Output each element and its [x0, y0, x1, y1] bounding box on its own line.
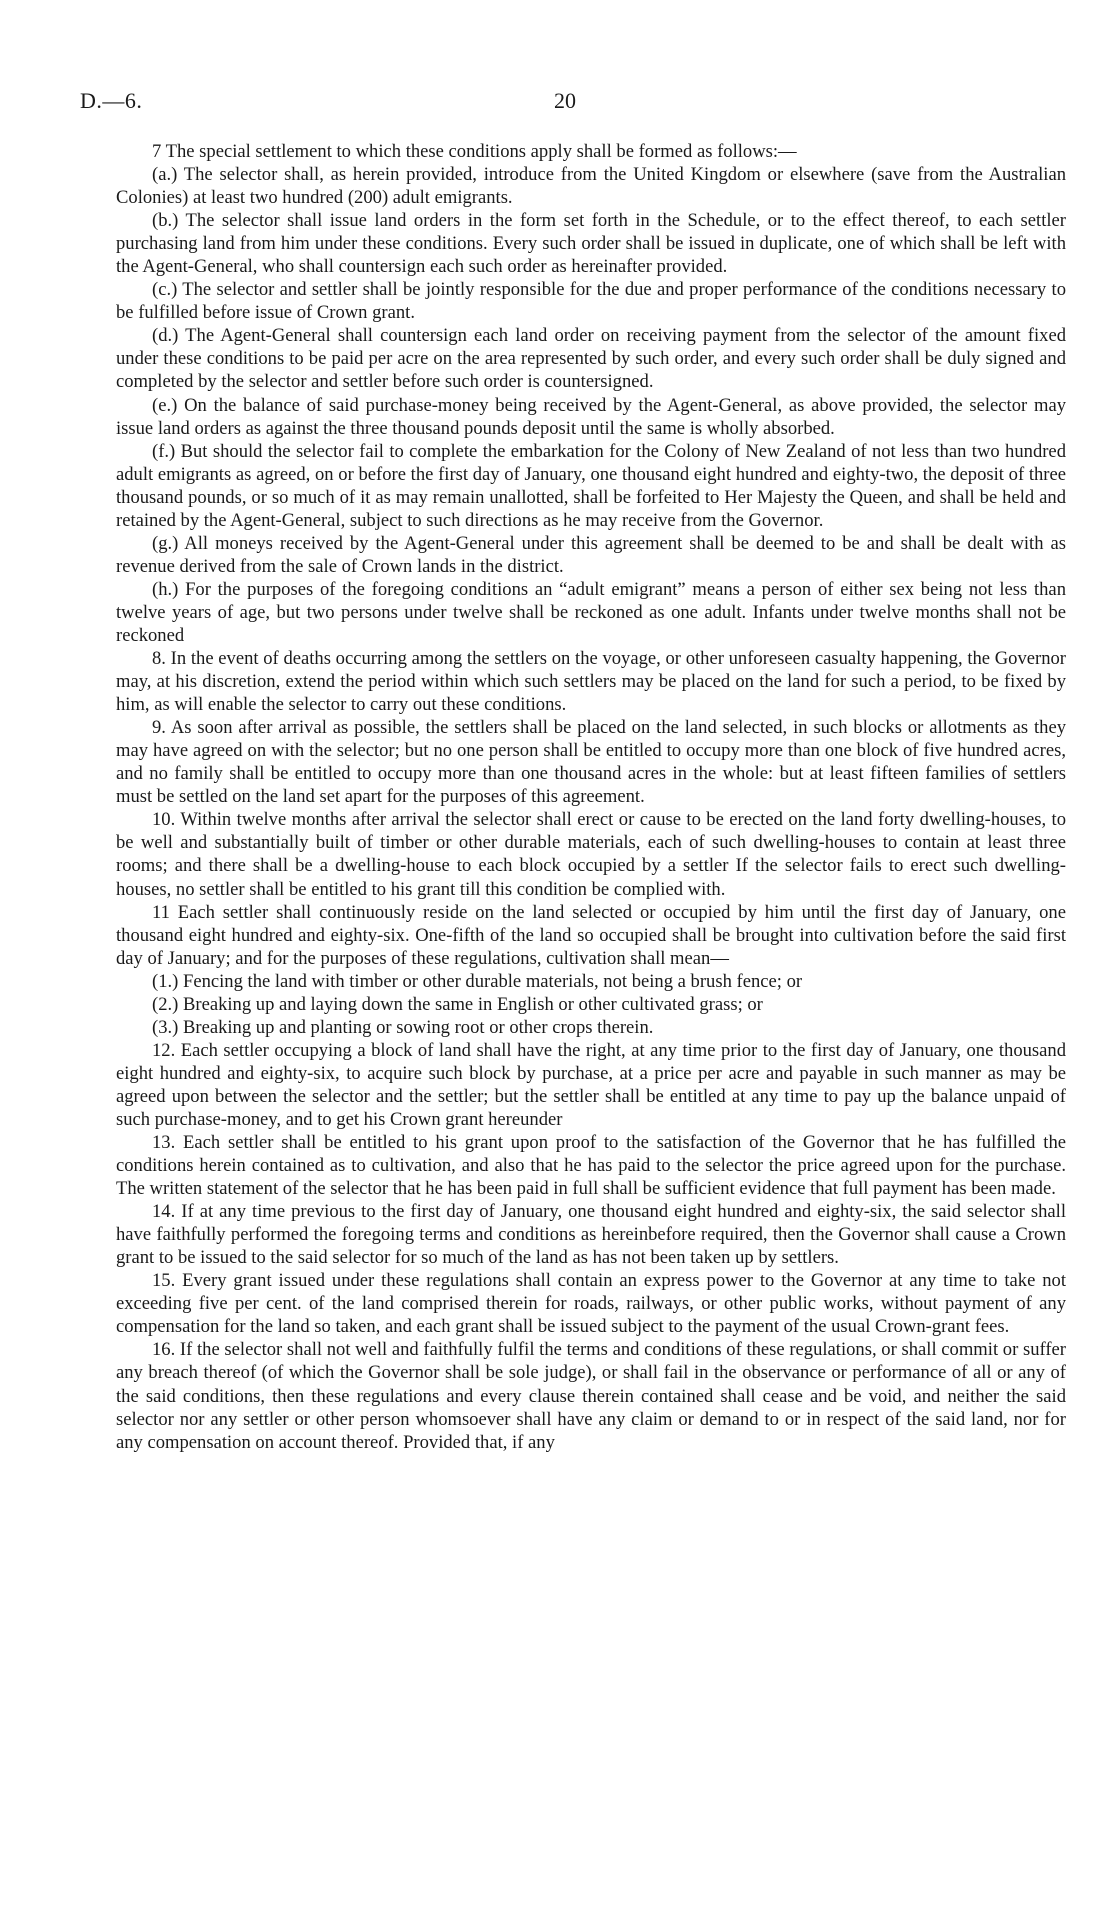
clause-7e: (e.) On the balance of said purchase-money being received by the Agent-General, as above provided, the selector may issue land orders as against the three thousand pounds deposit until the same is wholly absorbed.: [116, 394, 1066, 439]
clause-7g: (g.) All moneys received by the Agent-General under this agreement shall be deemed to be and shall be dealt with as revenue derived from the sale of Crown lands in the district.: [116, 532, 1066, 577]
cultivation-item-3: (3.) Breaking up and planting or sowing root or other crops therein.: [152, 1016, 654, 1038]
paragraph-16: 16. If the selector shall not well and faithfully fulfil the terms and conditions of these regulations, or shall commit or suffer any breach thereof (of which the Governor shall be sole judge), or shall fail in the observance or performance of all or any of the said conditions, then these regulations and every clause therein contained shall cease and be void, and neither the said selector nor any settler or other person whomsoever shall have any claim or demand to or in respect of the said land, nor for any compensation on account thereof. Provided that, if any: [116, 1339, 1066, 1453]
paragraph-13: 13. Each settler shall be entitled to his grant upon proof to the satisfaction of the Governor that he has fulfilled the conditions herein contained as to cultivation, and also that he has paid to the selector the price agreed upon for the purchase. The written statement of the selector that he has been paid in full shall be sufficient evidence that full payment has been made.: [116, 1132, 1066, 1200]
paragraph-15: 15. Every grant issued under these regulations shall contain an express power to the Governor at any time to take not exceeding five per cent. of the land comprised therein for roads, railways, or other public works, without payment of any compensation for the land so taken, and each grant shall be issued subject to the payment of the usual Crown-grant fees.: [116, 1270, 1066, 1338]
paragraph-14: 14. If at any time previous to the first day of January, one thousand eight hundred and eighty-six, the said selector shall have faithfully performed the foregoing terms and conditions as hereinbefore required, then the Governor shall cause a Crown grant to be issued to the said selector for so much of the land as has not been taken up by settlers.: [116, 1201, 1066, 1269]
cultivation-item-1: (1.) Fencing the land with timber or other durable materials, not being a brush fence; or: [152, 970, 803, 992]
paragraph-11: 11 Each settler shall continuously reside on the land selected or occupied by him until the first day of January, one thousand eight hundred and eighty-six. One-fifth of the land so occupied shall be brought into cultivation before the said first day of January; and for the purposes of these regulations, cultivation shall mean—: [116, 901, 1066, 969]
page-header: [80, 88, 1034, 118]
page-number: 20: [554, 88, 576, 113]
cultivation-item-2: (2.) Breaking up and laying down the same in English or other cultivated grass; or: [152, 993, 763, 1015]
clause-7f: (f.) But should the selector fail to complete the embarkation for the Colony of New Zealand of not less than two hundred adult emigrants as agreed, on or before the first day of January, one thousand eight hundred and eighty-two, the deposit of three thousand pounds, or so much of it as may remain unallotted, shall be forfeited to Her Majesty the Queen, and shall be held and retained by the Agent-General, subject to such directions as he may receive from the Governor.: [116, 440, 1066, 531]
clause-7b: (b.) The selector shall issue land orders in the form set forth in the Schedule, or to the effect thereof, to each settler purchasing land from him under these conditions. Every such order shall be issued in duplicate, one of which shall be left with the Agent-General, who shall countersign each such order as hereinafter provided.: [116, 210, 1066, 278]
clause-7c: (c.) The selector and settler shall be jointly responsible for the due and proper performance of the conditions necessary to be fulfilled before issue of Crown grant.: [116, 279, 1066, 324]
document-code: D.—6.: [80, 88, 143, 113]
paragraph-9: 9. As soon after arrival as possible, the settlers shall be placed on the land selected, in such blocks or allotments as they may have agreed on with the selector; but no one person shall be entitled to occupy more than one block of five hundred acres, and no family shall be entitled to occupy more than one thousand acres in the whole: but at least fifteen families of settlers must be settled on the land set apart for the purposes of this agreement.: [116, 717, 1066, 808]
paragraph-8: 8. In the event of deaths occurring among the settlers on the voyage, or other unforeseen casualty happening, the Governor may, at his discretion, extend the period within which such settlers may be placed on the land for such a period, to be fixed by him, as will enable the selector to carry out these conditions.: [116, 648, 1066, 716]
paragraph-7: 7 The special settlement to which these conditions apply shall be formed as follows:—: [152, 141, 797, 162]
clause-7h: (h.) For the purposes of the foregoing conditions an “adult emigrant” means a person of either sex being not less than twelve years of age, but two persons under twelve shall be reckoned as one adult. Infants under twelve months shall not be reckoned: [116, 578, 1066, 646]
clause-7a: (a.) The selector shall, as herein provided, introduce from the United Kingdom or elsewhere (save from the Australian Colonies) at least two hundred (200) adult emigrants.: [116, 164, 1066, 209]
paragraph-10: 10. Within twelve months after arrival the selector shall erect or cause to be erected on the land forty dwelling-houses, to be well and substantially built of timber or other durable materials, each of such dwelling-houses to contain at least three rooms; and there shall be a dwelling-house to each block occupied by a settler If the selector fails to erect such dwelling-houses, no settler shall be entitled to his grant till this condition be complied with.: [116, 809, 1066, 900]
paragraph-12: 12. Each settler occupying a block of land shall have the right, at any time prior to the first day of January, one thousand eight hundred and eighty-six, to acquire such block by purchase, at a price per acre and payable in such manner as may be agreed upon between the selector and the settler; but the settler shall be entitled at any time to pay up the balance unpaid of such purchase-money, and to get his Crown grant hereunder: [116, 1039, 1066, 1130]
document-body: [116, 140, 1066, 1454]
clause-7d: (d.) The Agent-General shall countersign each land order on receiving payment from the selector of the amount fixed under these conditions to be paid per acre on the area represented by such order, and every such order shall be duly signed and completed by the selector and settler before such order is countersigned.: [116, 325, 1066, 393]
